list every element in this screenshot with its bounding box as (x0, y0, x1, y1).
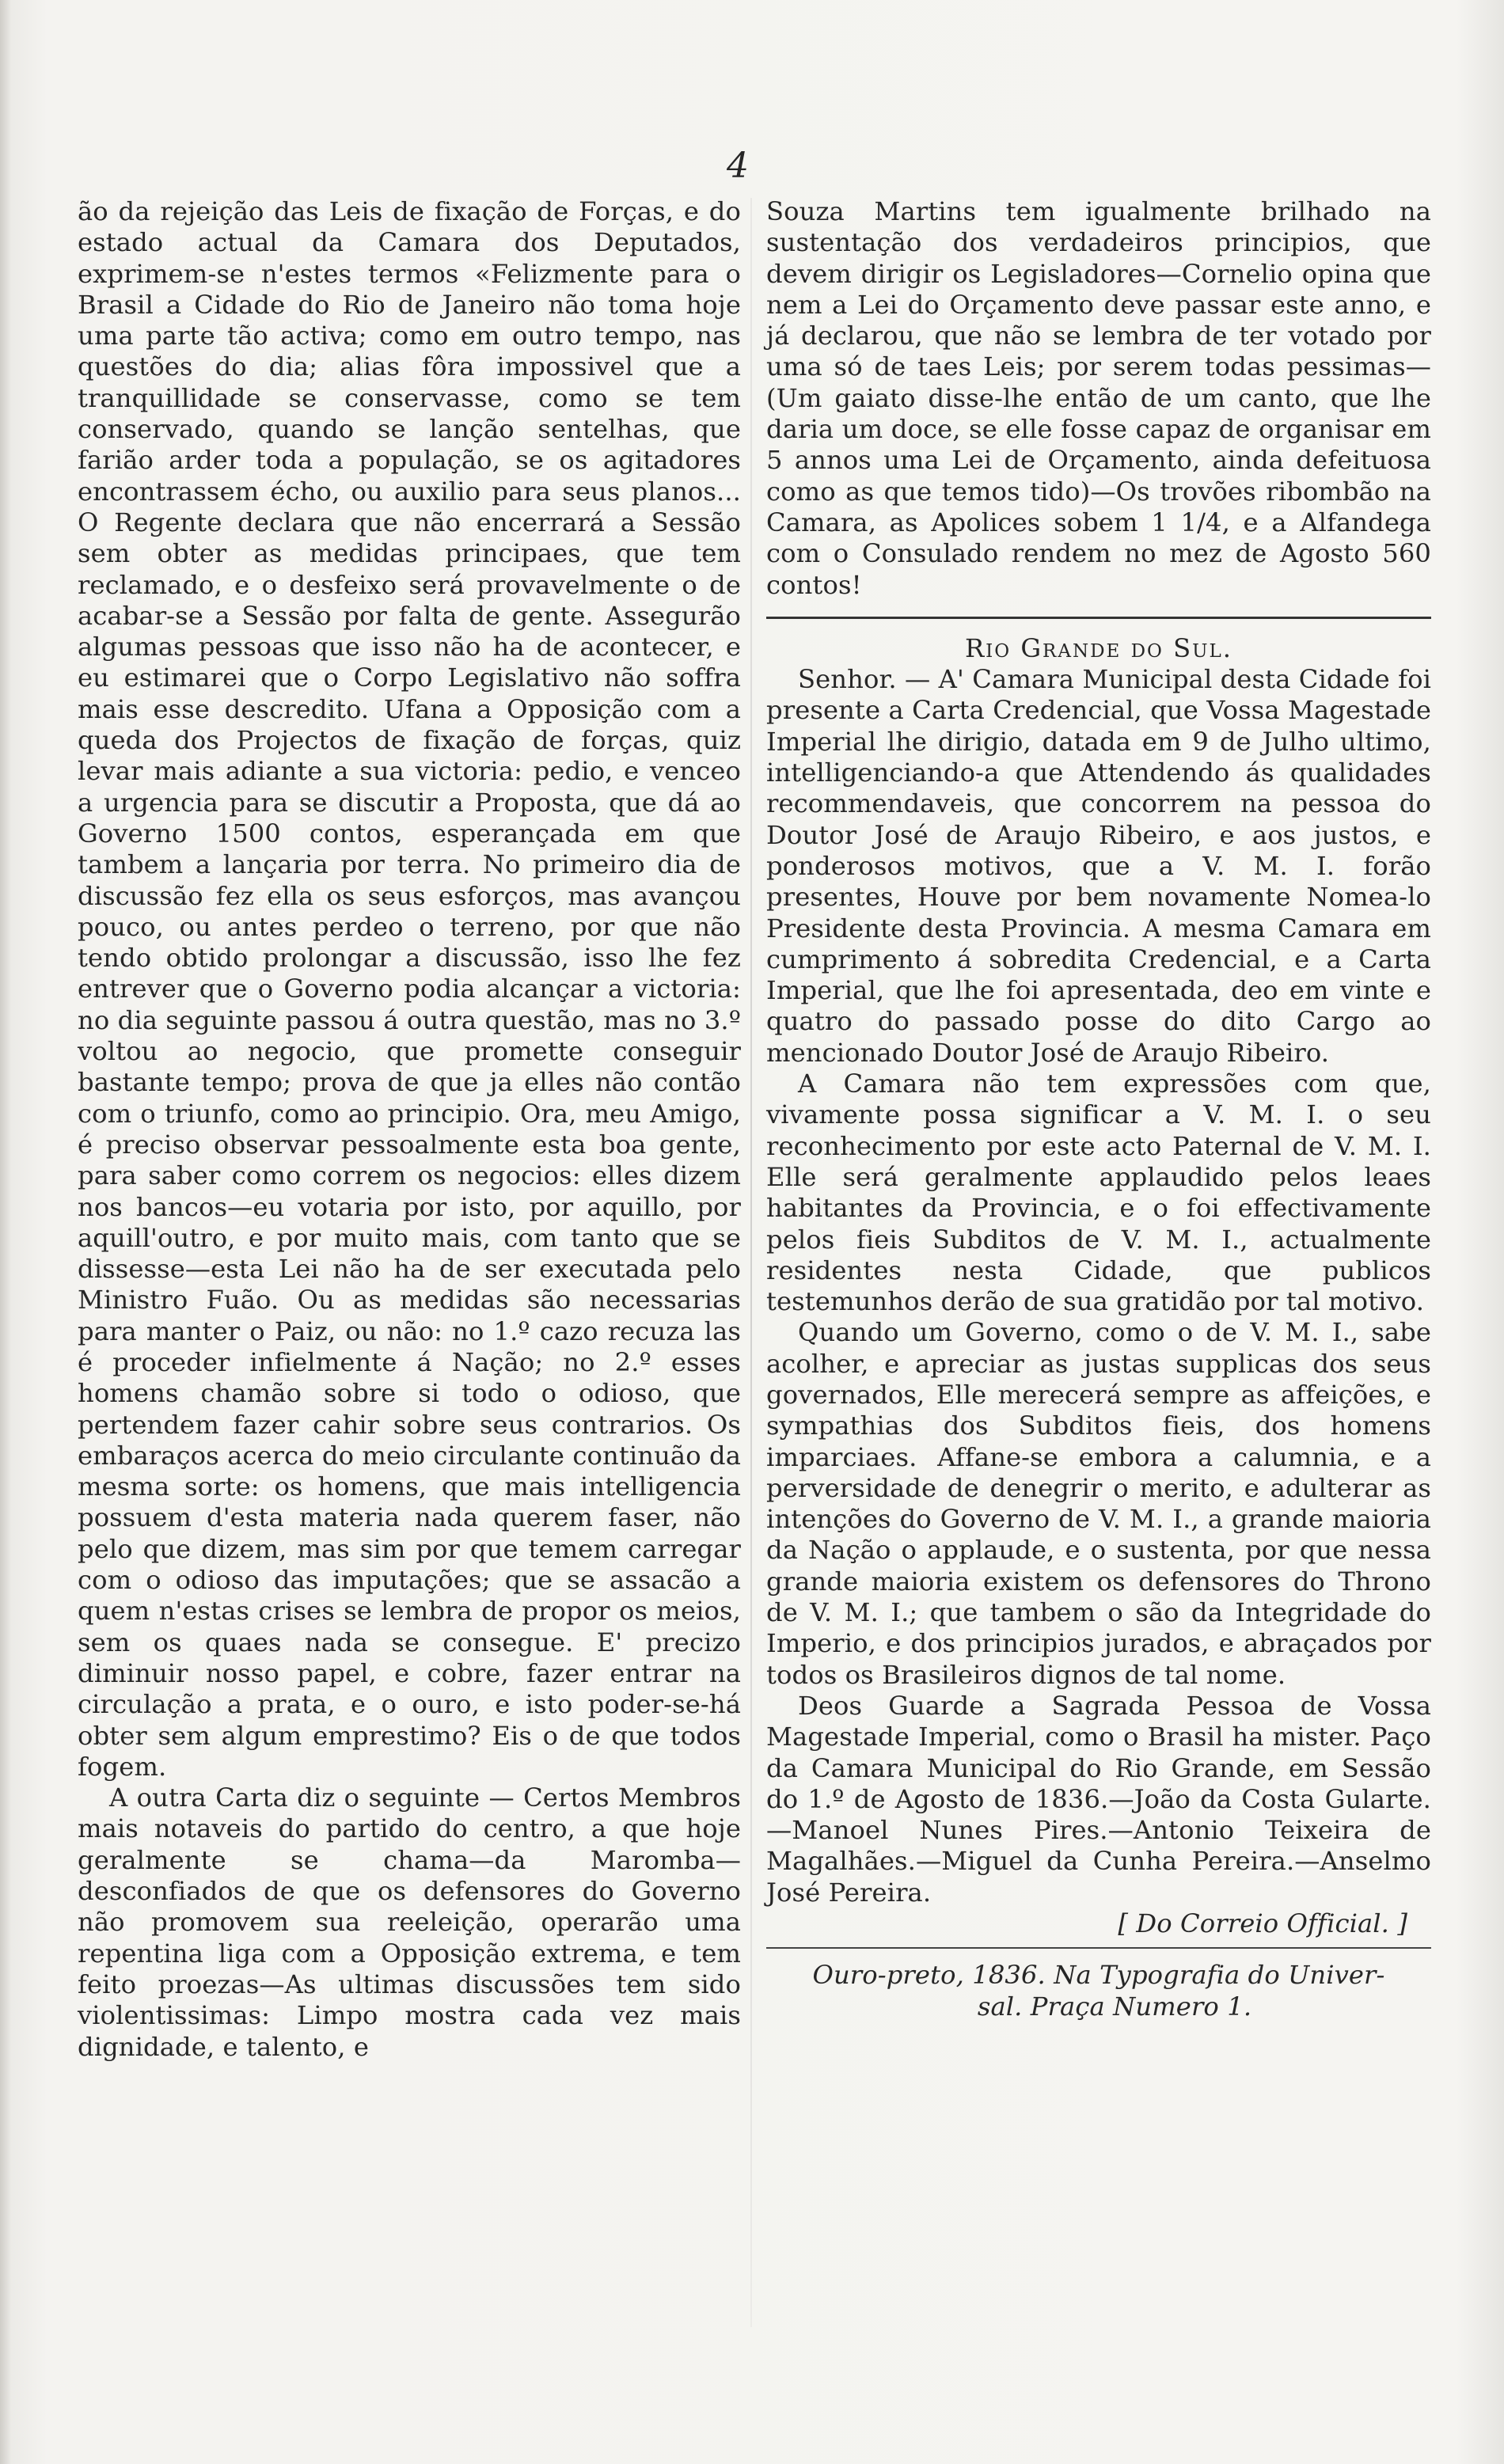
imprint (766, 1960, 1431, 2022)
page-fold-shadow (0, 0, 11, 2464)
right-column (766, 196, 1431, 2022)
right-paragraph-2: A Camara não tem expressões com que, vivamente possa significar a V. M. I. o seu reconhecimento por este acto Paternal de V. M. I. Elle será geralmente applaudido pelos leaes habitantes da Provincia, e o foi effectivamente pelos fieis Subditos de V. M. I., actualmente residentes nesta Cidade, que publicos testemunhos derão de sua gratidão por tal motivo. (766, 1069, 1431, 1317)
section-rule (766, 617, 1431, 619)
left-paragraph-2: A outra Carta diz o seguinte — Certos Membros mais notaveis do partido do centro, a que hoje geralmente se chama—da Maromba—desconfiados de que os defensores do Governo não promovem sua reeleição, operarão uma repentina liga com a Opposição extrema, e tem feito proezas—As ultimas discussões tem sido violentissimas: Limpo mostra cada vez mais dignidade, e talento, e (78, 1783, 741, 2062)
right-paragraph-4: Deos Guarde a Sagrada Pessoa de Vossa Magestade Imperial, como o Brasil ha mister. Paço da Camara Municipal do Rio Grande, em Sessão do 1.º de Agosto de 1836.—João da Costa Gularte.—Manoel Nunes Pires.—Antonio Teixeira de Magalhães.—Miguel da Cunha Pereira.—Anselmo José Pereira. (766, 1690, 1431, 1908)
section-heading: Rio Grande do Sul. (964, 632, 1233, 663)
right-paragraph-1: Senhor. — A' Camara Municipal desta Cidade foi presente a Carta Credencial, que Vossa Magestade Imperial lhe dirigio, datada em 9 de Julho ultimo, intelligenciando-a que Attendendo ás qualidades recommendaveis, que concorrem na pessoa do Doutor José de Araujo Ribeiro, e aos justos, e ponderosos motivos, que a V. M. I. forão presentes, Houve por bem novamente Nomea-lo Presidente desta Provincia. A mesma Camara em cumprimento á sobredita Credencial, e a Carta Imperial, que lhe foi apresentada, deo em vinte e quatro do passado posse do dito Cargo ao mencionado Doutor José de Araujo Ribeiro. (766, 664, 1431, 1068)
imprint-line-1: Ouro-preto, 1836. Na Typografia do Univer- (812, 1960, 1385, 1991)
imprint-rule (766, 1947, 1431, 1949)
right-continuation: Souza Martins tem igualmente brilhado na sustentação dos verdadeiros principios, que devem dirigir os Legisladores—Cornelio opina que nem a Lei do Orçamento deve passar este anno, e já declarou, que não se lembra de ter votado por uma só de taes Leis; por serem todas pessimas—(Um gaiato disse-lhe então de um canto, que lhe daria um doce, se elle fosse capaz de organisar em 5 annos uma Lei de Orçamento, ainda defeituosa como as que temos tido)—Os trovões ribombão na Camara, as Apolices sobem 1 1/4, e a Alfandega com o Consulado rendem no mez de Agosto 560 contos! (766, 196, 1431, 600)
source-attribution: [ Do Correio Official. ] (1118, 1908, 1407, 1939)
imprint-line-2: sal. Praça Numero 1. (977, 1991, 1252, 2022)
left-column (78, 196, 741, 2063)
left-paragraph-1: ão da rejeição das Leis de fixação de Forças, e do estado actual da Camara dos Deputados, exprimem-se n'estes termos «Felizmente para o Brasil a Cidade do Rio de Janeiro não toma hoje uma parte tão activa; como em outro tempo, nas questões do dia; alias fôra impossivel que a tranquillidade se conservasse, como se tem conservado, quando se lanção sentelhas, que farião arder toda a população, se os agitadores encontrassem écho, ou auxilio para seus planos... O Regente declara que não encerrará a Sessão sem obter as medidas principaes, que tem reclamado, e o desfeixo será provavelmente o de acabar-se a Sessão por falta de gente. Assegurão algumas pessoas que isso não ha de acontecer, e eu estimarei que o Corpo Legislativo não soffra mais esse descredito. Ufana a Opposição com a queda dos Projectos de fixação de forças, quiz levar mais adiante a sua victoria: pedio, e venceo a urgencia para se discutir a Proposta, que dá ao Governo 1500 contos, esperançada em que tambem a lançaria por terra. No primeiro dia de discussão fez ella os seus esforços, mas avançou pouco, ou antes perdeo o terreno, por que não tendo obtido prolongar a discussão, isso lhe fez entrever que o Governo podia alcançar a victoria: no dia seguinte passou á outra questão, mas no 3.º voltou ao negocio, que promette conseguir bastante tempo; prova de que ja elles não contão com o triunfo, como ao principio. Ora, meu Amigo, é preciso observar pessoalmente esta boa gente, para saber como correm os negocios: elles dizem nos bancos—eu votaria por isto, por aquillo, por aquill'outro, e por muito mais, com tanto que se dissesse—esta Lei não ha de ser executada pelo Ministro Fuão. Ou as medidas são necessarias para manter o Paiz, ou não: no 1.º cazo recuza las é proceder infielmente á Nação; no 2.º esses homens chamão sobre si todo o odioso, que pertendem fazer cahir sobre seus contrarios. Os embaraços acerca do meio circulante continuão da mesma sorte: os homens, que mais intelligencia possuem d'esta materia nada querem faser, não pelo que dizem, mas sim por que temem carregar com o odioso das imputações; que se assacão a quem n'estas crises se lembra de propor os meios, sem os quaes nada se consegue. E' precizo diminuir nosso papel, e cobre, fazer entrar na circulação a prata, e o ouro, e isto poder-se-há obter sem algum emprestimo? Eis o de que todos fogem. (78, 196, 741, 1782)
page-number: 4 (727, 146, 749, 186)
right-paragraph-3: Quando um Governo, como o de V. M. I., sabe acolher, e apreciar as justas supplicas dos seus governados, Elle merecerá sempre as affeições, e sympathias dos Subditos fieis, dos homens imparciaes. Affane-se embora a calumnia, e a perversidade de denegrir o merito, e adulterar as intenções do Governo de V. M. I., a grande maioria da Nação o applaude, e o sustenta, por que nessa grande maioria existem os defensores do Throno de V. M. I.; que tambem o são da Integridade do Imperio, e dos principios jurados, e abraçados por todos os Brasileiros dignos de tal nome. (766, 1317, 1431, 1690)
column-divider (750, 198, 752, 2327)
